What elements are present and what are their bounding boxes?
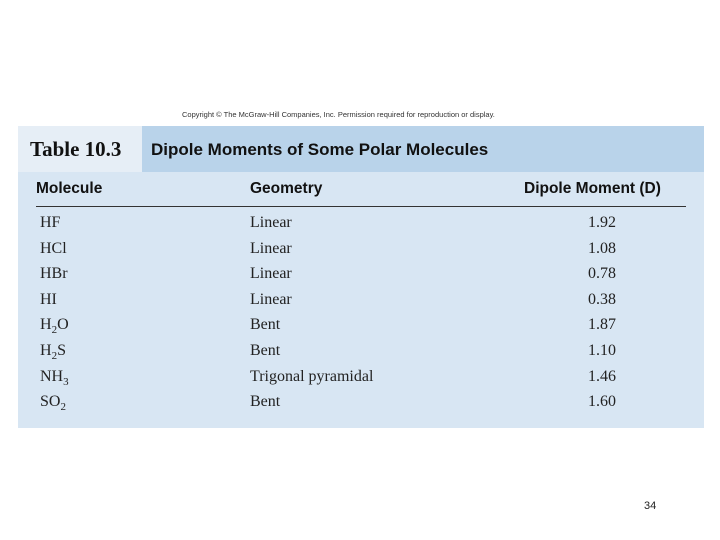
table-body [18, 212, 704, 417]
molecule-cell: HI [40, 290, 57, 308]
table-row [18, 340, 704, 366]
table-row [18, 314, 704, 340]
table-row [18, 238, 704, 264]
column-header-geometry: Geometry [250, 180, 323, 197]
molecule-cell: $NH_3$ [40, 367, 69, 388]
dipole-moment-cell: 1.87 [588, 316, 616, 334]
geometry-cell: Linear [250, 214, 292, 231]
table-label-box [18, 126, 142, 172]
molecule-cell: $SO_2$ [40, 393, 66, 414]
dipole-moment-cell: 1.60 [588, 393, 616, 411]
table-row [18, 289, 704, 315]
dipole-moment-cell: 1.10 [588, 341, 616, 359]
table-label: Table 10.3 [30, 137, 122, 161]
table-row [18, 366, 704, 392]
table-title: Dipole Moments of Some Polar Molecules [151, 140, 489, 159]
molecule-cell: HF [40, 214, 61, 231]
table-row [18, 391, 704, 417]
molecule-cell: $H_2O$ [40, 316, 69, 337]
copyright-notice: Copyright © The McGraw-Hill Companies, Inc. Permission required for reproduction or display. [182, 110, 495, 119]
table-header-bar [18, 126, 704, 172]
table-row [18, 212, 704, 238]
molecule-cell: HCl [40, 239, 67, 257]
dipole-moment-cell: 1.08 [588, 239, 616, 257]
dipole-moment-cell: 0.38 [588, 290, 616, 308]
geometry-cell: Trigonal pyramidal [250, 367, 374, 385]
molecule-cell: $H_2S$ [40, 341, 66, 363]
geometry-cell: Bent [250, 341, 281, 359]
column-header-dipole: Dipole Moment (D) [524, 180, 661, 197]
geometry-cell: Linear [250, 239, 292, 257]
column-header-molecule: Molecule [36, 180, 103, 197]
dipole-moment-cell: 1.46 [588, 367, 616, 385]
table-panel [18, 126, 704, 428]
geometry-cell: Linear [250, 265, 292, 283]
geometry-cell: Bent [250, 316, 281, 334]
dipole-moment-cell: 1.92 [588, 214, 616, 231]
page-number: 34 [644, 500, 657, 512]
geometry-cell: Bent [250, 393, 281, 411]
header-rule [36, 206, 686, 207]
table-row [18, 263, 704, 289]
dipole-moment-cell: 0.78 [588, 265, 616, 283]
molecule-cell: HBr [40, 265, 68, 283]
geometry-cell: Linear [250, 290, 292, 308]
